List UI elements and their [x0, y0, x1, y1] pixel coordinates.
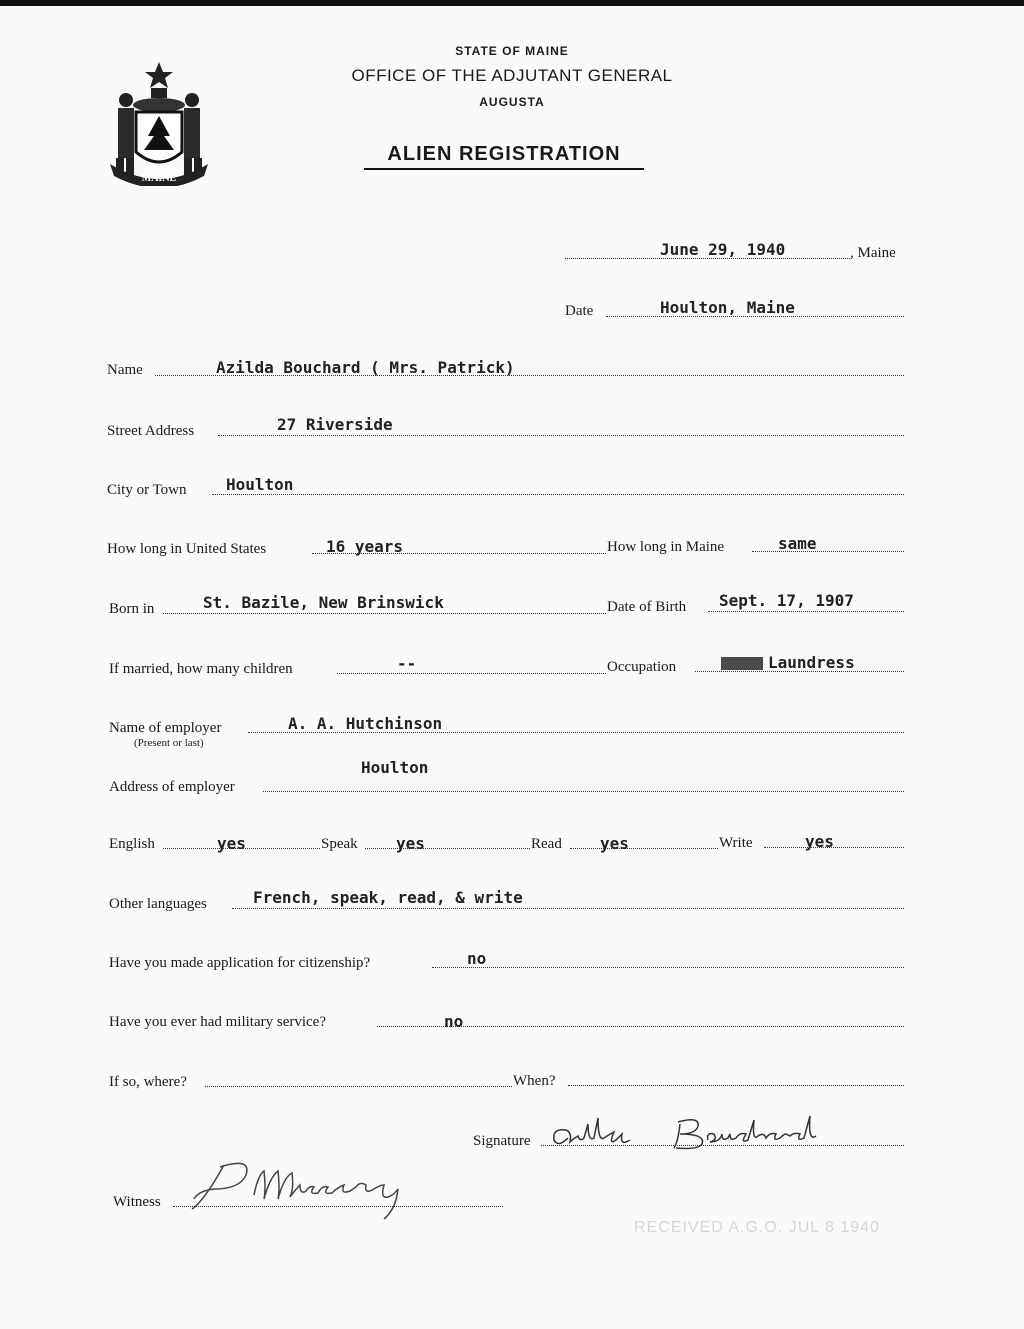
street-value: 27 Riverside	[277, 415, 393, 434]
when-dots	[568, 1085, 904, 1086]
write-label: Write	[719, 835, 753, 851]
citizenship-dots	[432, 967, 904, 968]
signature-label: Signature	[473, 1133, 531, 1149]
citizenship-value: no	[467, 949, 487, 968]
city-heading: AUGUSTA	[479, 95, 545, 109]
military-value: no	[444, 1012, 464, 1031]
us-duration-label: How long in United States	[107, 541, 267, 557]
employer-address-value: Houlton	[361, 758, 429, 777]
street-dots	[218, 435, 904, 436]
witness-label: Witness	[113, 1194, 161, 1210]
read-label: Read	[531, 836, 562, 852]
when-label: When?	[513, 1073, 556, 1089]
date-label: Date	[565, 303, 594, 319]
occupation-value: Laundress	[768, 653, 855, 672]
born-label: Born in	[109, 601, 155, 617]
children-label: If married, how many children	[109, 661, 293, 677]
dob-label: Date of Birth	[607, 599, 687, 615]
form-title: ALIEN REGISTRATION	[364, 143, 644, 170]
write-dots	[764, 847, 904, 848]
children-dots	[337, 673, 606, 674]
maine-duration-dots	[752, 551, 904, 552]
street-label: Street Address	[107, 423, 195, 439]
employer-label: Name of employer	[109, 720, 222, 736]
speak-label: Speak	[321, 836, 358, 852]
city-label: City or Town	[107, 482, 187, 498]
employer-address-dots	[263, 791, 904, 792]
employer-address-label: Address of employer	[109, 779, 235, 795]
other-languages-label: Other languages	[109, 896, 207, 912]
name-label: Name	[107, 362, 143, 378]
name-value: Azilda Bouchard ( Mrs. Patrick)	[216, 358, 515, 377]
read-dots	[570, 848, 718, 849]
dob-value: Sept. 17, 1907	[719, 591, 854, 610]
top-border	[0, 0, 1024, 6]
speak-value: yes	[396, 834, 425, 853]
citizenship-label: Have you made application for citizenship?	[109, 955, 371, 971]
us-duration-value: 16 years	[326, 537, 404, 556]
occupation-label: Occupation	[607, 659, 677, 675]
maine-suffix: , Maine	[850, 245, 896, 261]
where-dots	[205, 1086, 512, 1087]
struck-out-text	[721, 657, 763, 670]
english-label: English	[109, 836, 155, 852]
city-dots	[212, 494, 904, 495]
city-value: Houlton	[226, 475, 294, 494]
handwritten-signature	[550, 1108, 850, 1158]
maine-duration-value: same	[778, 534, 817, 553]
speak-dots	[365, 848, 530, 849]
children-value: --	[397, 654, 417, 673]
received-stamp: RECEIVED A.G.O. JUL 8 1940	[634, 1219, 880, 1236]
employer-sublabel: (Present or last)	[134, 737, 204, 749]
born-dots	[163, 613, 606, 614]
place-value: Houlton, Maine	[660, 298, 795, 317]
svg-text:MAINE: MAINE	[141, 173, 177, 184]
other-languages-value: French, speak, read, & write	[253, 888, 523, 907]
employer-value: A. A. Hutchinson	[288, 714, 443, 733]
date-value: June 29, 1940	[660, 240, 786, 259]
military-label: Have you ever had military service?	[109, 1014, 326, 1030]
dob-dots	[708, 611, 904, 612]
write-value: yes	[805, 832, 834, 851]
maine-duration-label: How long in Maine	[607, 539, 725, 555]
born-value: St. Bazile, New Brinswick	[203, 593, 444, 612]
office-heading: OFFICE OF THE ADJUTANT GENERAL	[351, 66, 673, 85]
read-value: yes	[600, 834, 629, 853]
state-heading: STATE OF MAINE	[455, 44, 569, 58]
other-languages-dots	[232, 908, 904, 909]
where-label: If so, where?	[109, 1074, 187, 1090]
english-value: yes	[217, 834, 246, 853]
witness-signature	[184, 1155, 424, 1227]
